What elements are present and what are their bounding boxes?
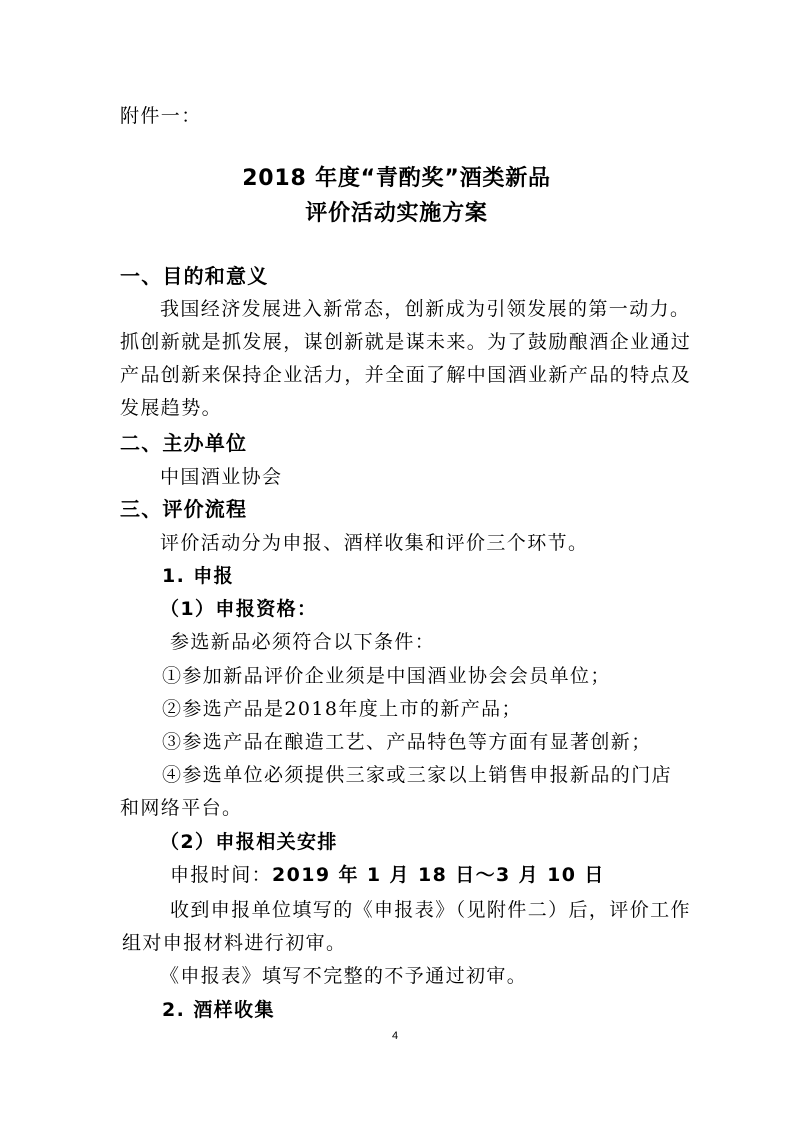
- condition-3: ③参选产品在酿造工艺、产品特色等方面有显著创新；: [162, 731, 652, 753]
- title-line-2: 评价活动实施方案: [305, 201, 488, 226]
- section-1-line-1: 我国经济发展进入新常态，创新成为引领发展的第一动力。: [160, 298, 691, 320]
- attachment-label: 附件一：: [120, 105, 202, 127]
- section-2-text: 中国酒业协会: [160, 466, 283, 488]
- application-time-value: 2019 年 1 月 18 日～3 月 10 日: [272, 864, 605, 886]
- section-3-heading: 三、评价流程: [120, 497, 248, 521]
- section-3-intro: 评价活动分为申报、酒样收集和评价三个环节。: [160, 532, 589, 554]
- review-line-1: 收到申报单位填写的《申报表》（见附件二）后，评价工作: [170, 899, 691, 921]
- section-1-line-2: 抓创新就是抓发展，谋创新就是谋未来。为了鼓励酿酒企业通过: [120, 331, 692, 353]
- sub-1-intro: 参选新品必须符合以下条件：: [170, 631, 436, 653]
- section-1-heading: 一、目的和意义: [120, 264, 269, 288]
- title-line-1: 2018 年度“青酌奖”酒类新品: [242, 166, 551, 191]
- condition-4-continued: 和网络平台。: [120, 797, 243, 819]
- section-1-line-4: 发展趋势。: [120, 397, 223, 419]
- condition-4: ④参选单位必须提供三家或三家以上销售申报新品的门店: [162, 764, 673, 786]
- step-1-heading: 1. 申报: [162, 565, 235, 587]
- review-line-2: 组对申报材料进行初审。: [122, 932, 347, 954]
- section-2-heading: 二、主办单位: [120, 431, 248, 455]
- sub-2-heading: （2）申报相关安排: [160, 831, 338, 853]
- application-time-label: 申报时间：: [170, 864, 273, 886]
- page-number: 4: [392, 1030, 399, 1042]
- section-1-line-3: 产品创新来保持企业活力，并全面了解中国酒业新产品的特点及: [120, 364, 692, 386]
- incomplete-note: 《申报表》填写不完整的不予通过初审。: [160, 965, 528, 987]
- condition-1: ①参加新品评价企业须是中国酒业协会会员单位；: [162, 665, 611, 687]
- sub-1-heading: （1）申报资格：: [160, 598, 318, 620]
- condition-2: ②参选产品是2018年度上市的新产品；: [162, 698, 522, 720]
- application-time: [170, 863, 605, 887]
- step-2-heading: 2. 酒样收集: [162, 999, 275, 1021]
